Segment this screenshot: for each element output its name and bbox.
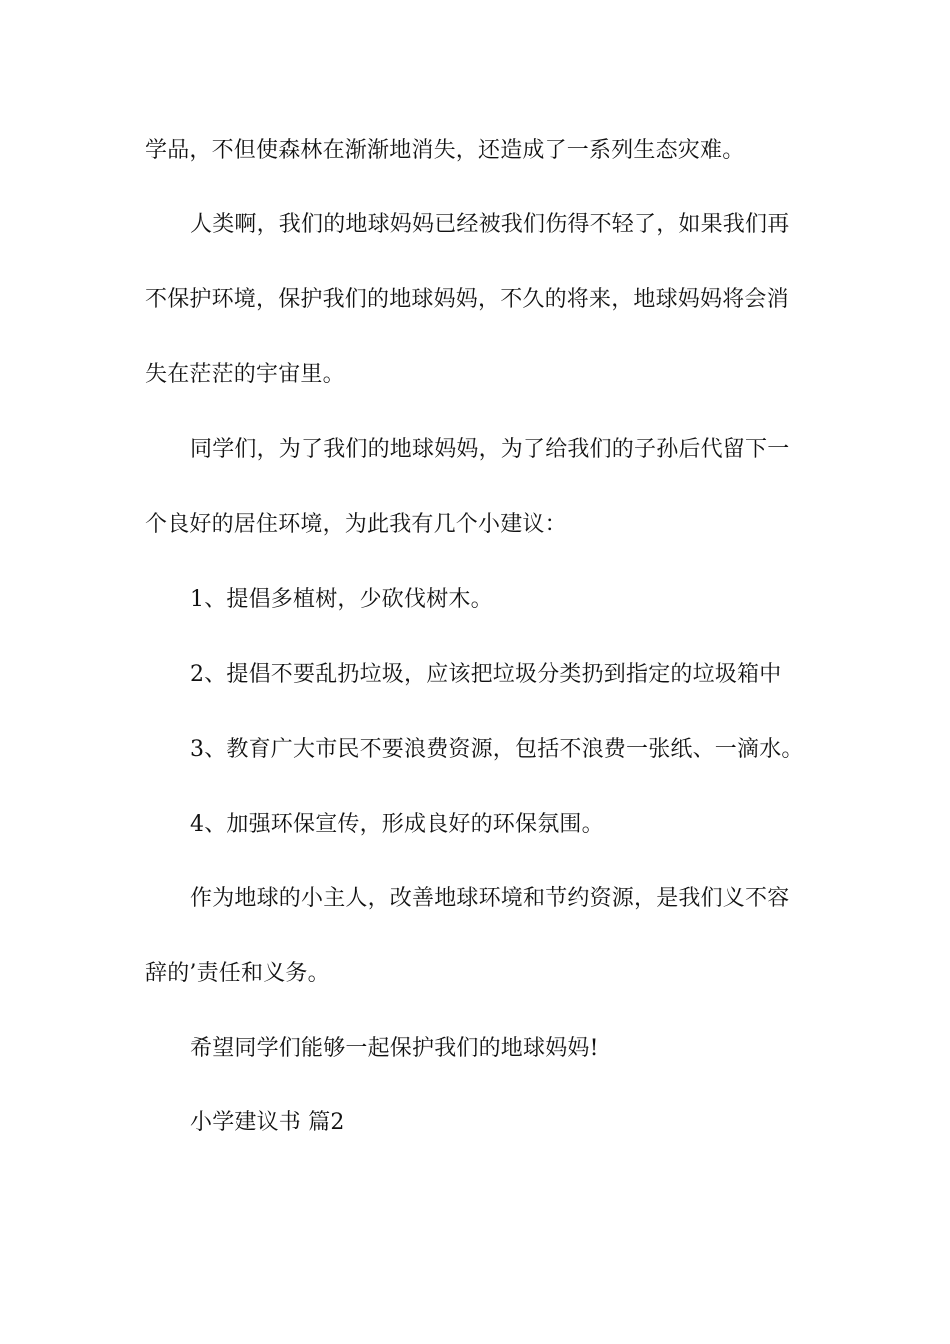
- list-item: 4、加强环保宣传，形成良好的环保氛围。: [190, 812, 604, 837]
- paragraph-line: 作为地球的小主人，改善地球环境和节约资源，是我们义不容: [190, 886, 790, 911]
- list-item: 1、提倡多植树，少砍伐树木。: [190, 587, 493, 612]
- paragraph-line: 学品，不但使森林在渐渐地消失，还造成了一系列生态灾难。: [145, 138, 745, 163]
- paragraph-line: 同学们，为了我们的地球妈妈，为了给我们的子孙后代留下一: [190, 437, 790, 462]
- list-item: 3、教育广大市民不要浪费资源，包括不浪费一张纸、一滴水。: [190, 737, 804, 762]
- paragraph-line: 不保护环境，保护我们的地球妈妈，不久的将来，地球妈妈将会消: [145, 287, 789, 312]
- section-heading: 小学建议书 篇2: [190, 1110, 345, 1135]
- paragraph-line: 失在茫茫的宇宙里。: [145, 362, 345, 387]
- paragraph-line: 辞的’责任和义务。: [145, 961, 330, 986]
- list-item: 2、提倡不要乱扔垃圾，应该把垃圾分类扔到指定的垃圾箱中: [190, 662, 782, 687]
- paragraph-line: 人类啊，我们的地球妈妈已经被我们伤得不轻了，如果我们再: [190, 212, 790, 237]
- paragraph-line: 希望同学们能够一起保护我们的地球妈妈!: [190, 1036, 599, 1061]
- paragraph-line: 个良好的居住环境，为此我有几个小建议：: [145, 512, 567, 537]
